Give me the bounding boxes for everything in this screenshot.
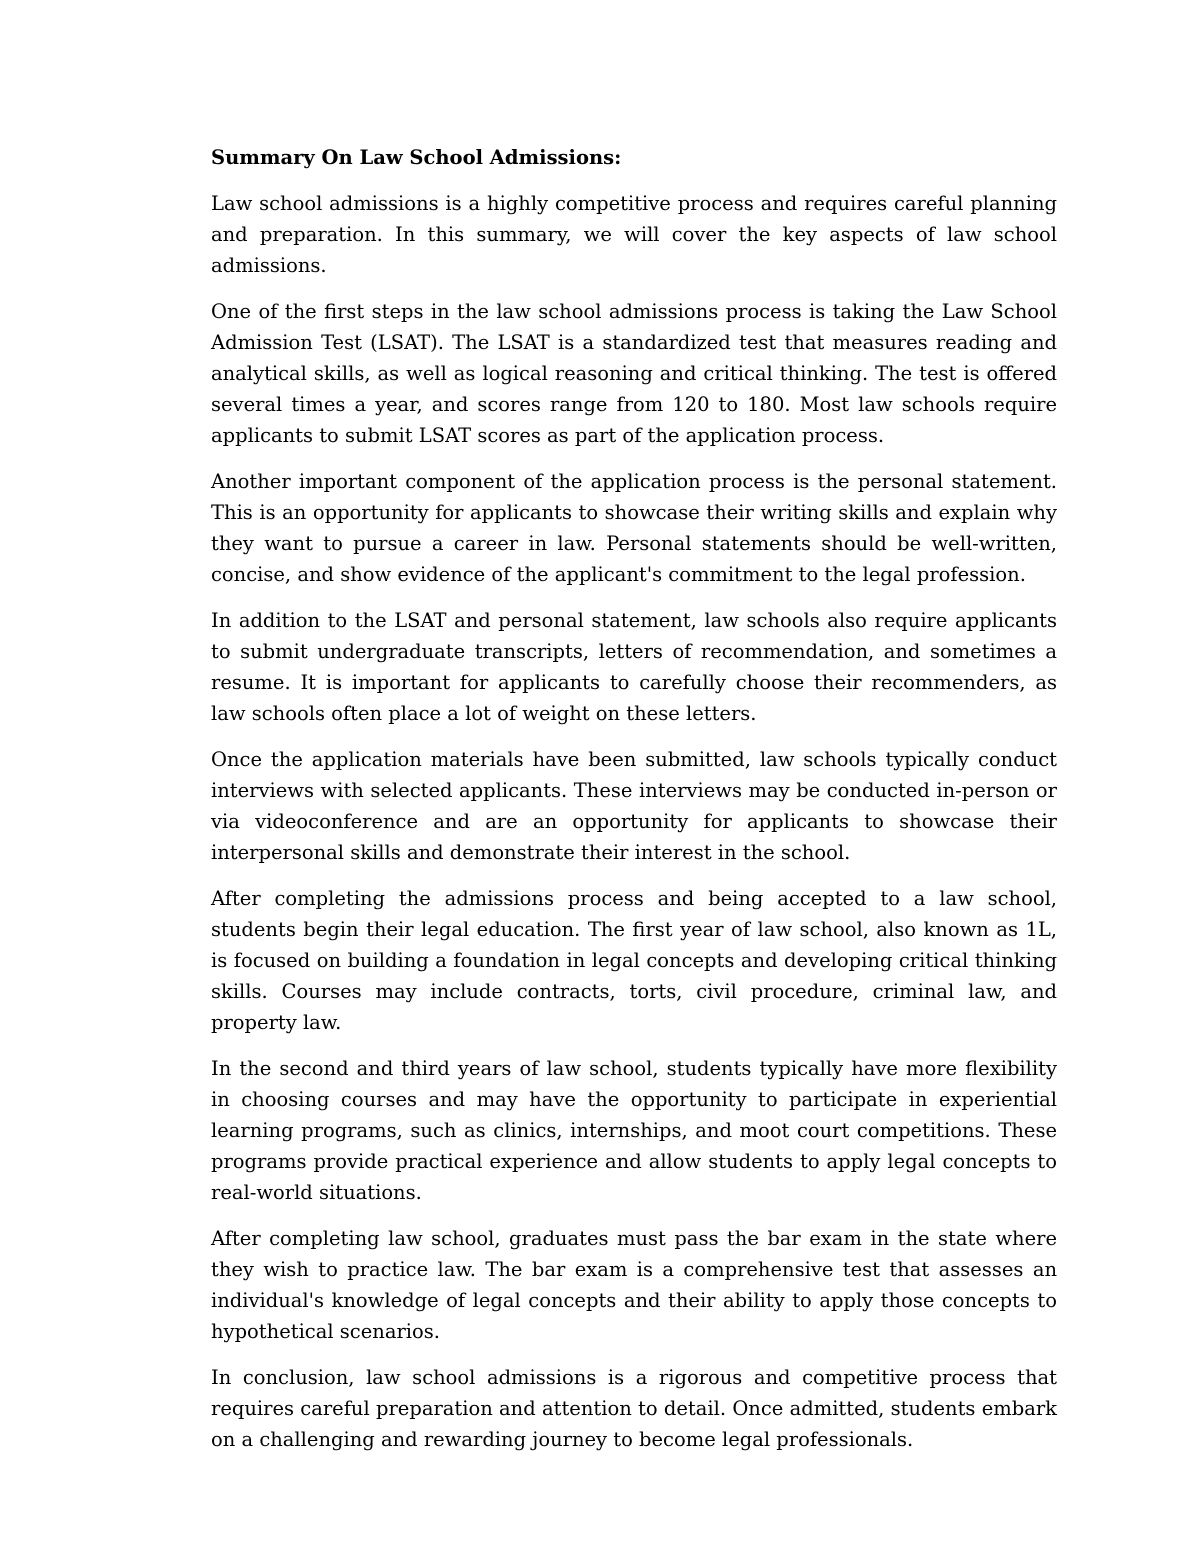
paragraph-bar-exam: After completing law school, graduates must pass the bar exam in the state where they wish to practice law. The bar exam is a comprehensive test that assesses an individual's knowledge of legal concepts and their ability to apply those concepts to hypothetical scenarios. <box>211 1227 1057 1343</box>
paragraph-intro: Law school admissions is a highly competitive process and requires careful planning and preparation. In this summary, we will cover the key aspects of law school admissions. <box>211 192 1057 277</box>
paragraph-second-third-year: In the second and third years of law school, students typically have more flexibility in choosing courses and may have the opportunity to participate in experiential learning programs, such as clinics, internships, and moot court competitions. These programs provide practical experience and allow students to apply legal concepts to real-world situations. <box>211 1057 1057 1204</box>
document-body <box>211 142 1057 1470</box>
paragraph-conclusion: In conclusion, law school admissions is a rigorous and competitive process that requires careful preparation and attention to detail. Once admitted, students embark on a challenging and rewarding journey to become legal professionals. <box>211 1366 1057 1451</box>
paragraph-interviews: Once the application materials have been submitted, law schools typically conduct interviews with selected applicants. These interviews may be conducted in-person or via videoconference and are an opportunity for applicants to showcase their interpersonal skills and demonstrate their interest in the school. <box>211 748 1057 864</box>
document-title: Summary On Law School Admissions: <box>211 146 622 169</box>
paragraph-first-year: After completing the admissions process and being accepted to a law school, students begin their legal education. The first year of law school, also known as 1L, is focused on building a foundation in legal concepts and developing critical thinking skills. Courses may include contracts, torts, civil procedure, criminal law, and property law. <box>211 887 1057 1034</box>
paragraph-lsat: One of the first steps in the law school admissions process is taking the Law School Admission Test (LSAT). The LSAT is a standardized test that measures reading and analytical skills, as well as logical reasoning and critical thinking. The test is offered several times a year, and scores range from 120 to 180. Most law schools require applicants to submit LSAT scores as part of the application process. <box>211 300 1057 447</box>
paragraph-transcripts-letters: In addition to the LSAT and personal statement, law schools also require applicants to submit undergraduate transcripts, letters of recommendation, and sometimes a resume. It is important for applicants to carefully choose their recommenders, as law schools often place a lot of weight on these letters. <box>211 609 1057 725</box>
paragraph-personal-statement: Another important component of the application process is the personal statement. This is an opportunity for applicants to showcase their writing skills and explain why they want to pursue a career in law. Personal statements should be well-written, concise, and show evidence of the applicant's commitment to the legal profession. <box>211 470 1057 586</box>
